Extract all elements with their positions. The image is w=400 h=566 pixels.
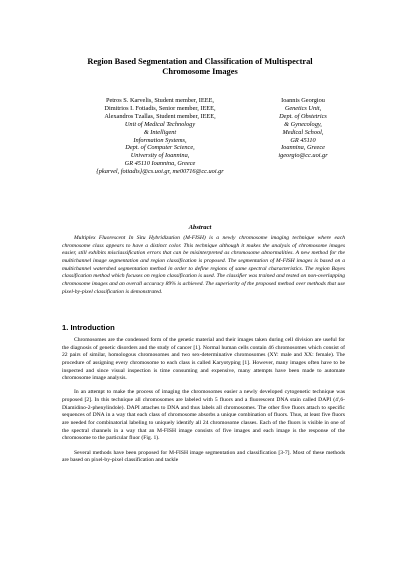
affiliation-line: Genetics Unit, [284,104,322,112]
body-paragraph: In an attempt to make the process of imaging the chromosomes easier a newly developed cytogenetic technique was proposed [2]. In this technique all chromosomes are labeled with 5 fluors and a fluorescent DNA stain called DAPI (4',6-Diamidino-2-phenylindole). DAPI attaches to DNA and thus labels all chromosomes. The other five fluors attach to specific sequences of DNA in a way that each class of chromosome absorbs a unique combination of fluors. Thus, at least five fluors are needed for combinatorial labeling to uniquely identify all 24 chromosome classes. Each of the fluors is visible in one of the spectral channels in a way that an M-FISH image consists of five images and each image is the response of the chromosome to the particular fluor (Fig. 1). [62,389,345,442]
author-line: Alexandros Tzallas, Student member, IEEE, [104,112,216,120]
author-line: Dimitrios I. Fotiadis, Senior member, IEEE, [104,104,216,112]
body-paragraph: Chromosomes are the condensed form of the genetic material and their images taken during cell division are useful for the diagnosis of genetic disorders and the study of cancer [1]. Normal human cells contain 46 chromosomes which consist of 22 pairs of similar, homologous chromosomes and two sex-determinative chromosomes (XY: male and XX: female). The procedure of assigning every chromosome to each class is called Karyotyping [1]. However, many images often have to be inspected and since visual inspection is time consuming and expensive, many attempts have been made to automate chromosome image analysis. [62,337,345,382]
affiliation-line: Unit of Medical Technology [124,120,196,128]
author-line: Ioannis Georgiou [281,97,325,104]
abstract-heading: Abstract [188,224,212,231]
title-line-1: Region Based Segmentation and Classification of Multispectral [87,57,313,66]
affiliation-line: & Intelligent [143,128,177,136]
affiliation-line: Dept. of Computer Science, [125,144,195,152]
author-affiliation-right [248,97,358,160]
author-affiliation-left [70,97,250,176]
affiliation-line: Dept. of Obstetrics [279,112,327,120]
body-paragraph: Several methods have been proposed for M-FISH image segmentation and classification [3-7]. Most of these methods are based on pixel-by-pixel classification and tackle [62,449,345,464]
affiliation-line: & Gynecology, [284,120,322,128]
affiliation-line: GR 45110 Ioannina, Greece [124,160,196,168]
email-line: igeorgio@cc.uoi.gr [278,152,328,160]
affiliation-line: Ioannina, Greece [281,144,325,152]
email-line: {pkarvel, fotiadis}@cs.uoi.gr, me00716@cc.uoi.gr [96,168,224,176]
section-heading-introduction: 1. Introduction [62,323,115,332]
affiliation-line: University of Ioannina, [130,152,190,160]
title-line-2: Chromosome Images [162,67,238,76]
abstract-text: Multiplex Fluorescent In Situ Hybridization (M-FISH) is a newly chromosome imaging technique where each chromosome class appears to have a distinct color. This technique although it makes the analysis of chromosome images easier, still exhibits misclassification errors that can be misinterpreted as chromosome abnormalities. A new method for the multichannel image segmentation and region classification is proposed. The segmentation of M-FISH images is based on a multichannel watershed segmentation method in order to define regions of same spectral characteristics. The region Bayes classification method which focuses on region classification is used. The classifier was trained and tested on non-overlapping chromosome images and an overall accuracy 89% is achieved. The superiority of the proposed method over methods that use pixel-by-pixel classification is demonstrated. [62,235,345,295]
introduction-body [62,337,345,471]
affiliation-line: Information Systems, [133,136,187,144]
affiliation-line: GR 45110 [290,136,316,144]
paper-title [50,57,350,77]
author-line: Petros S. Karvelis, Student member, IEEE, [105,97,214,104]
affiliation-line: Medical School, [282,128,324,136]
